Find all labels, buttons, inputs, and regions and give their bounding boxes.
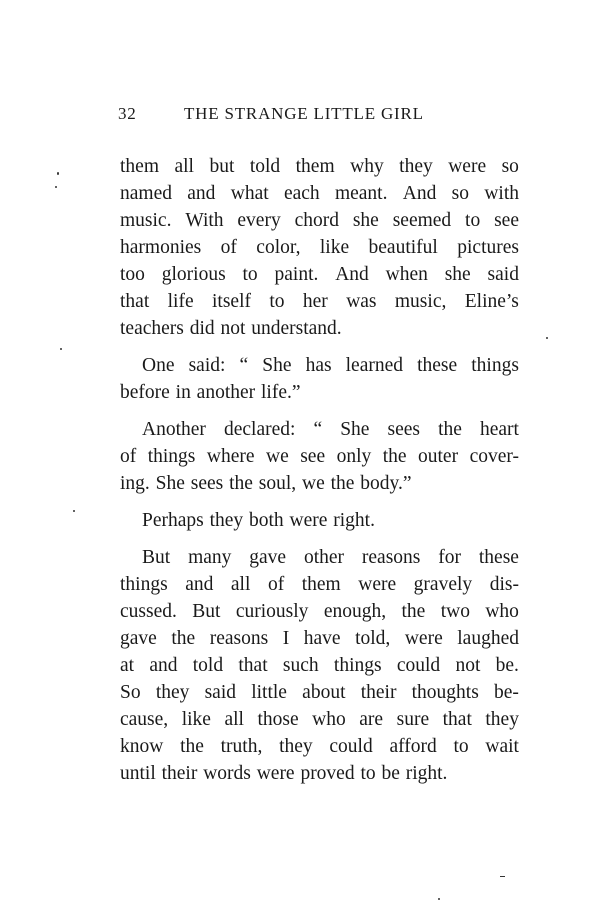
text-line: until their words were proved to be right. <box>120 763 448 784</box>
text-line: So they said little about their thoughts be- <box>120 682 519 703</box>
text-line: One said: “ She has learned these things <box>142 355 519 376</box>
text-line: cussed. But curiously enough, the two who <box>120 601 519 622</box>
scan-speck <box>546 337 548 339</box>
text-line: too glorious to paint. And when she said <box>120 264 519 285</box>
page-number: 32 <box>118 104 137 123</box>
scan-speck <box>57 172 59 175</box>
text-line: ing. She sees the soul, we the body.” <box>120 473 412 494</box>
text-line: of things where we see only the outer cover- <box>120 446 519 467</box>
text-line: harmonies of color, like beautiful pictures <box>120 237 519 258</box>
text-line: gave the reasons I have told, were laughed <box>120 628 519 649</box>
paragraph <box>120 507 519 534</box>
text-line: cause, like all those who are sure that they <box>120 709 519 730</box>
text-line: teachers did not understand. <box>120 318 342 339</box>
text-line: that life itself to her was music, Eline’s <box>120 291 519 312</box>
text-line: before in another life.” <box>120 382 301 403</box>
text-line: things and all of them were gravely dis- <box>120 574 519 595</box>
scan-speck <box>60 348 62 350</box>
running-head <box>118 104 478 124</box>
text-line: Another declared: “ She sees the heart <box>142 419 519 440</box>
running-title: THE STRANGE LITTLE GIRL <box>184 104 424 123</box>
text-line: at and told that such things could not be. <box>120 655 519 676</box>
text-line: But many gave other reasons for these <box>142 547 519 568</box>
paragraph <box>120 416 519 497</box>
paragraph <box>120 153 519 342</box>
scan-speck <box>73 510 75 512</box>
scan-speck <box>438 898 440 900</box>
text-line: Perhaps they both were right. <box>142 510 375 531</box>
text-line: music. With every chord she seemed to see <box>120 210 519 231</box>
paragraph <box>120 352 519 406</box>
body-text <box>120 153 519 797</box>
text-line: know the truth, they could afford to wait <box>120 736 519 757</box>
scan-speck <box>500 876 505 877</box>
paragraph <box>120 544 519 787</box>
text-line: them all but told them why they were so <box>120 156 519 177</box>
scan-speck <box>55 186 57 188</box>
text-line: named and what each meant. And so with <box>120 183 519 204</box>
